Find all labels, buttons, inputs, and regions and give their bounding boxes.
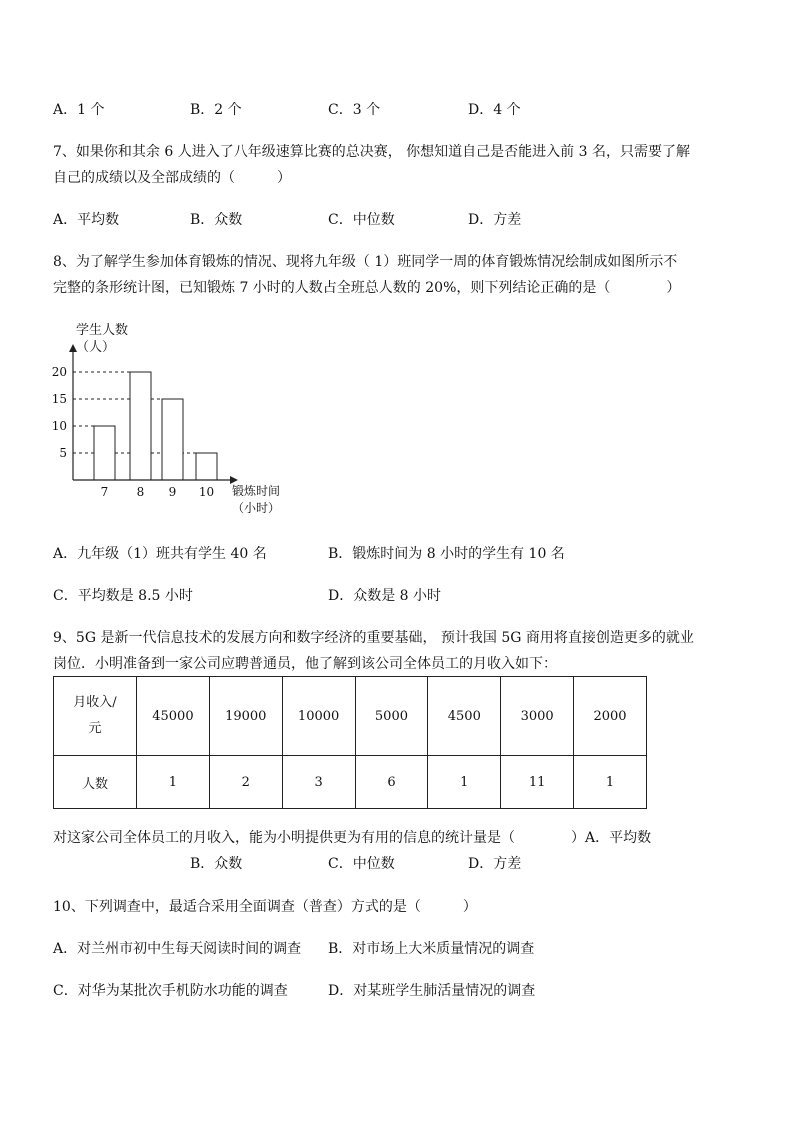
q10-option-a: A．对兰州市初中生每天阅读时间的调查	[53, 941, 302, 957]
income-cell: 2000	[574, 677, 647, 756]
bar-8	[130, 372, 151, 480]
income-cell: 4500	[428, 677, 501, 756]
chart-xlabel-line1: 锻炼时间	[232, 484, 281, 498]
q9-option-b: B．众数	[190, 856, 243, 872]
y-tick-label: 10	[51, 419, 67, 433]
q10-option-b: B．对市场上大米质量情况的调查	[328, 941, 535, 957]
income-cell: 10000	[282, 677, 355, 756]
y-tick-label: 15	[51, 392, 67, 406]
q9-option-d: D．方差	[468, 856, 522, 872]
income-header-line2: 元	[88, 721, 102, 736]
income-row	[54, 677, 647, 756]
q7-option-b: B．众数	[190, 212, 243, 228]
q7-option-d: D．方差	[468, 212, 522, 228]
q8-option-b: B．锻炼时间为 8 小时的学生有 10 名	[328, 546, 565, 562]
income-header-cell	[54, 677, 137, 756]
x-tick-label: 10	[198, 485, 215, 499]
q10-stem: 10、下列调查中，最适合采用全面调查（普查）方式的是（ ）	[53, 899, 477, 915]
q10-option-c: C．对华为某批次手机防水功能的调查	[53, 983, 288, 999]
x-tick-label: 8	[136, 485, 145, 499]
q10-option-d: D．对某班学生肺活量情况的调查	[328, 983, 536, 999]
q6-option-c: C．3 个	[328, 102, 381, 118]
q6-option-d: D．4 个	[468, 102, 521, 118]
bar-7	[94, 426, 115, 480]
chart-xlabel-line2: （小时）	[232, 501, 281, 515]
income-header-line1: 月收入/	[73, 695, 117, 710]
income-cell: 45000	[137, 677, 210, 756]
q9-stem-line2: 岗位．小明准备到一家公司应聘普通员，他了解到该公司全体员工的月收入如下：	[53, 656, 557, 672]
income-cell: 3000	[501, 677, 574, 756]
q7-option-a: A．平均数	[53, 212, 120, 228]
q7-stem-line2: 自己的成绩以及全部成绩的（ ）	[53, 170, 291, 186]
bar-10	[196, 453, 217, 480]
q9-stem-line1: 9、5G 是新一代信息技术的发展方向和数字经济的重要基础， 预计我国 5G 商用将直接创造更多的就业	[53, 630, 694, 646]
q8-option-c: C．平均数是 8.5 小时	[53, 588, 193, 604]
q8-option-d: D．众数是 8 小时	[328, 588, 442, 604]
q8-stem-line2: 完整的条形统计图，已知锻炼 7 小时的人数占全班总人数的 20%，则下列结论正确的是（ ）	[53, 280, 681, 296]
q7-option-c: C．中位数	[328, 212, 395, 228]
y-tick-label: 5	[59, 446, 67, 460]
bar-chart	[40, 318, 320, 528]
y-tick-label: 20	[51, 365, 67, 379]
chart-ylabel-line2: （人）	[76, 340, 116, 355]
count-cell: 11	[501, 756, 574, 809]
q8-option-a: A．九年级（1）班共有学生 40 名	[53, 546, 267, 562]
q7-stem-line1: 7、如果你和其余 6 人进入了八年级速算比赛的总决赛， 你想知道自己是否能进入前 3 名，只需要了解	[53, 144, 690, 160]
q6-option-a: A．1 个	[53, 102, 105, 118]
income-cell: 19000	[209, 677, 282, 756]
count-label-cell: 人数	[54, 756, 137, 809]
q8-stem-line1: 8、为了解学生参加体育锻炼的情况、现将九年级（ 1）班同学一周的体育锻炼情况绘制成如图所示不	[53, 254, 678, 270]
q9-option-c: C．中位数	[328, 856, 395, 872]
income-table	[53, 676, 647, 809]
chart-ylabel-line1: 学生人数	[76, 323, 129, 338]
bar-9	[162, 399, 183, 480]
count-cell: 1	[137, 756, 210, 809]
count-cell: 1	[574, 756, 647, 809]
count-row	[54, 756, 647, 809]
q6-option-b: B．2 个	[190, 102, 242, 118]
count-cell: 3	[282, 756, 355, 809]
x-tick-label: 7	[100, 485, 109, 499]
q9-question: 对这家公司全体员工的月收入，能为小明提供更为有用的信息的统计量是（ ）A．平均数	[53, 830, 652, 846]
income-cell: 5000	[355, 677, 428, 756]
count-cell: 6	[355, 756, 428, 809]
count-cell: 2	[209, 756, 282, 809]
count-cell: 1	[428, 756, 501, 809]
x-axis-arrow	[230, 476, 238, 484]
x-tick-label: 9	[168, 485, 177, 499]
